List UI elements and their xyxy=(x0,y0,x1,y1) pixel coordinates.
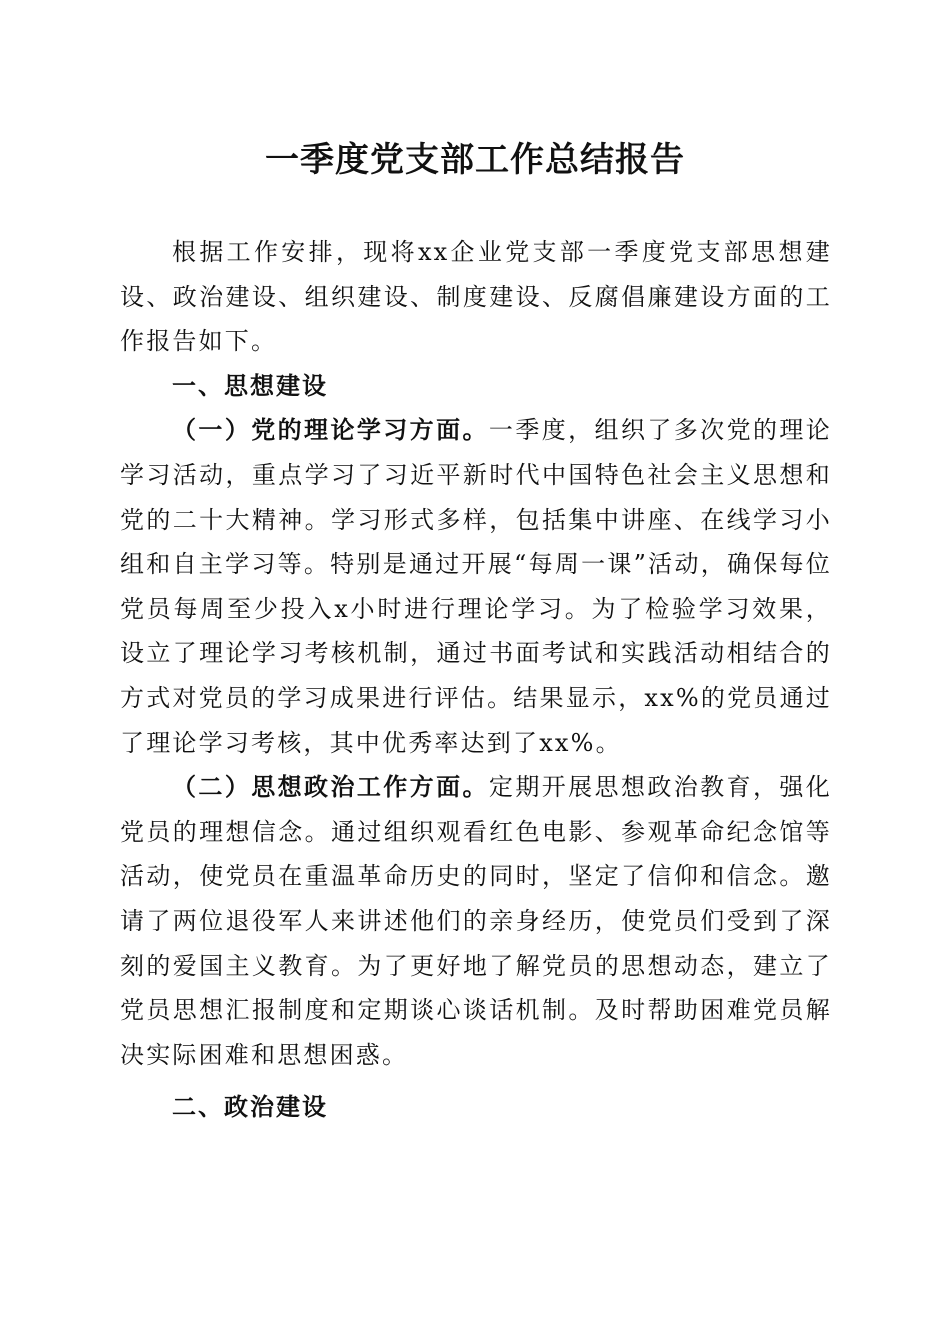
section-heading-political: 二、政治建设 xyxy=(172,1093,328,1122)
intro-paragraph: 根据工作安排，现将xx企业党支部一季度党支部思想建设、政治建设、组织建设、制度建设、反腐倡廉建设方面的工作报告如下。 xyxy=(120,238,832,356)
paragraph-lead: （二）思想政治工作方面。 xyxy=(172,773,489,802)
paragraph-theory-study xyxy=(120,408,832,765)
document-title: 一季度党支部工作总结报告 xyxy=(265,140,685,180)
paragraph-text: 定期开展思想政治教育，强化党员的理想信念。通过组织观看红色电影、参观革命纪念馆等活动，使党员在重温革命历史的同时，坚定了信仰和信念。邀请了两位退役军人来讲述他们的亲身经历，使党员们受到了深刻的爱国主义教育。为了更好地了解党员的思想动态，建立了党员思想汇报制度和定期谈心谈话机制。及时帮助困难党员解决实际困难和思想困惑。 xyxy=(120,773,832,1069)
paragraph-political-work xyxy=(120,765,832,1077)
paragraph-lead: （一）党的理论学习方面。 xyxy=(172,416,489,445)
document-body xyxy=(120,230,832,1130)
paragraph-text: 一季度，组织了多次党的理论学习活动，重点学习了习近平新时代中国特色社会主义思想和党的二十大精神。学习形式多样，包括集中讲座、在线学习小组和自主学习等。特别是通过开展“每周一课”活动，确保每位党员每周至少投入x小时进行理论学习。为了检验学习效果，设立了理论学习考核机制，通过书面考试和实践活动相结合的方式对党员的学习成果进行评估。结果显示，xx%的党员通过了理论学习考核，其中优秀率达到了xx%。 xyxy=(120,416,832,757)
section-heading-thought: 一、思想建设 xyxy=(172,371,328,400)
